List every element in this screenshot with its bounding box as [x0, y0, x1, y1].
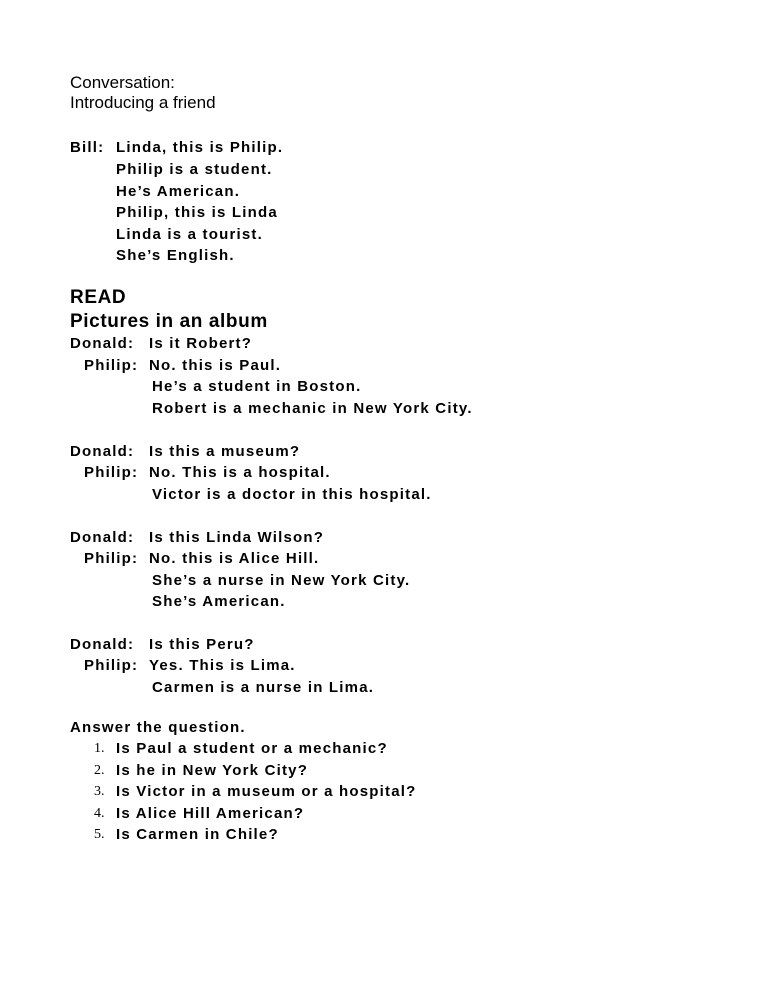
dialogue-question: Is this Peru? — [149, 636, 255, 653]
dialogue-answer: No. this is Paul. — [149, 357, 282, 374]
speaker-donald: Donald: — [70, 636, 135, 653]
dialogue-extra: He’s a student in Boston. — [152, 378, 362, 395]
question-number: 5. — [94, 827, 105, 842]
intro-line: Philip, this is Linda — [116, 204, 278, 221]
dialogue-extra: Robert is a mechanic in New York City. — [152, 400, 473, 417]
question-text: Is Alice Hill American? — [116, 805, 305, 822]
question-number: 1. — [94, 741, 105, 756]
speaker-philip: Philip: — [84, 550, 139, 567]
dialogue-extra: Carmen is a nurse in Lima. — [152, 679, 375, 696]
title-line-2: Introducing a friend — [70, 93, 216, 112]
question-text: Is Victor in a museum or a hospital? — [116, 783, 417, 800]
speaker-donald: Donald: — [70, 443, 135, 460]
question-text: Is he in New York City? — [116, 762, 309, 779]
speaker-donald: Donald: — [70, 335, 135, 352]
speaker-donald: Donald: — [70, 529, 135, 546]
dialogue-answer: No. This is a hospital. — [149, 464, 331, 481]
dialogue-question: Is this a museum? — [149, 443, 301, 460]
question-number: 4. — [94, 806, 105, 821]
intro-line: Linda is a tourist. — [116, 226, 263, 243]
dialogue-question: Is it Robert? — [149, 335, 253, 352]
question-number: 3. — [94, 784, 105, 799]
intro-line: She’s English. — [116, 247, 235, 264]
speaker-philip: Philip: — [84, 657, 139, 674]
intro-line: Linda, this is Philip. — [116, 139, 284, 156]
speaker-bill: Bill: — [70, 139, 105, 156]
dialogue-extra: She’s American. — [152, 593, 286, 610]
dialogue-answer: Yes. This is Lima. — [149, 657, 296, 674]
dialogue-question: Is this Linda Wilson? — [149, 529, 325, 546]
intro-line: Philip is a student. — [116, 161, 273, 178]
intro-line: He’s American. — [116, 183, 241, 200]
speaker-philip: Philip: — [84, 357, 139, 374]
question-number: 2. — [94, 763, 105, 778]
questions-heading: Answer the question. — [70, 719, 246, 736]
question-text: Is Carmen in Chile? — [116, 826, 279, 843]
read-subheading: Pictures in an album — [70, 311, 268, 332]
speaker-philip: Philip: — [84, 464, 139, 481]
read-heading: READ — [70, 287, 127, 308]
dialogue-answer: No. this is Alice Hill. — [149, 550, 320, 567]
dialogue-extra: Victor is a doctor in this hospital. — [152, 486, 432, 503]
title-line-1: Conversation: — [70, 73, 175, 92]
dialogue-extra: She’s a nurse in New York City. — [152, 572, 411, 589]
question-text: Is Paul a student or a mechanic? — [116, 740, 388, 757]
